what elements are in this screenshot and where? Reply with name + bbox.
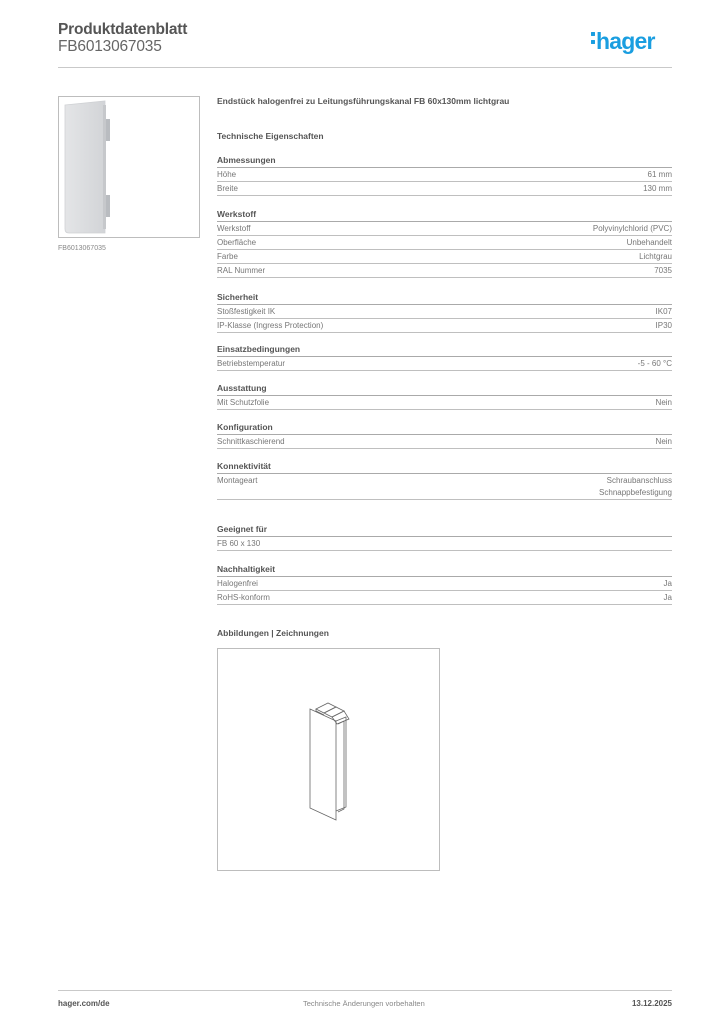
website-link[interactable]: hager.com/de bbox=[58, 999, 110, 1008]
table-row bbox=[217, 168, 672, 182]
table-row bbox=[217, 319, 672, 333]
table-row bbox=[217, 396, 672, 410]
product-description: Endstück halogenfrei zu Leitungsführungskanal FB 60x130mm lichtgrau bbox=[217, 96, 510, 106]
row-value: 130 mm bbox=[643, 184, 672, 193]
row-value: Ja bbox=[663, 579, 672, 588]
section-geeignet-fuer bbox=[217, 524, 672, 551]
section-title: Konnektivität bbox=[217, 461, 672, 474]
section-abmessungen bbox=[217, 155, 672, 196]
section-title: Einsatzbedingungen bbox=[217, 344, 672, 357]
row-value: Nein bbox=[655, 398, 672, 407]
row-value: Nein bbox=[655, 437, 672, 446]
table-row bbox=[217, 537, 672, 551]
hager-logo bbox=[591, 28, 655, 55]
section-einsatzbedingungen bbox=[217, 344, 672, 371]
technical-drawing bbox=[217, 648, 440, 871]
row-value-line: Schraubanschluss bbox=[606, 476, 672, 485]
row-label: Werkstoff bbox=[217, 224, 251, 233]
row-value: Unbehandelt bbox=[626, 238, 672, 247]
section-title: Konfiguration bbox=[217, 422, 672, 435]
logo-text: hager bbox=[596, 28, 655, 54]
row-value: Polyvinylchlorid (PVC) bbox=[592, 224, 672, 233]
table-row bbox=[217, 435, 672, 449]
table-row bbox=[217, 305, 672, 319]
row-label: RoHS-konform bbox=[217, 593, 270, 602]
footer-notice: Technische Änderungen vorbehalten bbox=[303, 999, 425, 1008]
row-label: Höhe bbox=[217, 170, 237, 179]
row-value: 7035 bbox=[654, 266, 672, 275]
row-value bbox=[599, 475, 672, 499]
section-title: Nachhaltigkeit bbox=[217, 564, 672, 577]
row-label: FB 60 x 130 bbox=[217, 539, 261, 548]
table-row bbox=[217, 577, 672, 591]
row-label: Stoßfestigkeit IK bbox=[217, 307, 276, 316]
drawings-heading: Abbildungen | Zeichnungen bbox=[217, 628, 329, 638]
end-cap-drawing-icon bbox=[218, 649, 439, 870]
footer-divider bbox=[58, 990, 672, 991]
section-ausstattung bbox=[217, 383, 672, 410]
document-title: Produktdatenblatt bbox=[58, 21, 188, 38]
table-row bbox=[217, 182, 672, 196]
section-title: Sicherheit bbox=[217, 292, 672, 305]
row-label: Betriebstemperatur bbox=[217, 359, 286, 368]
row-label: IP-Klasse (Ingress Protection) bbox=[217, 321, 324, 330]
technical-properties-heading: Technische Eigenschaften bbox=[217, 131, 324, 141]
section-sicherheit bbox=[217, 292, 672, 333]
row-label: Breite bbox=[217, 184, 238, 193]
table-row bbox=[217, 250, 672, 264]
footer-date: 13.12.2025 bbox=[631, 999, 672, 1008]
section-title: Werkstoff bbox=[217, 209, 672, 222]
section-title: Abmessungen bbox=[217, 155, 672, 168]
article-number: FB6013067035 bbox=[58, 38, 162, 55]
table-row bbox=[217, 357, 672, 371]
section-konnektivitaet bbox=[217, 461, 672, 500]
row-value: IP30 bbox=[655, 321, 672, 330]
header-divider bbox=[58, 67, 672, 68]
row-value: IK07 bbox=[655, 307, 672, 316]
row-label: Montageart bbox=[217, 476, 258, 485]
section-title: Geeignet für bbox=[217, 524, 672, 537]
row-label: Farbe bbox=[217, 252, 238, 261]
section-konfiguration bbox=[217, 422, 672, 449]
row-label: Oberfläche bbox=[217, 238, 257, 247]
table-row bbox=[217, 474, 672, 500]
row-value: Lichtgrau bbox=[639, 252, 672, 261]
thumbnail-caption: FB6013067035 bbox=[58, 245, 106, 252]
section-title: Ausstattung bbox=[217, 383, 672, 396]
table-row bbox=[217, 236, 672, 250]
table-row bbox=[217, 222, 672, 236]
product-image bbox=[58, 96, 200, 238]
row-value: 61 mm bbox=[647, 170, 672, 179]
row-value-line: Schnappbefestigung bbox=[599, 488, 672, 497]
row-label: Mit Schutzfolie bbox=[217, 398, 270, 407]
section-werkstoff bbox=[217, 209, 672, 278]
row-value: Ja bbox=[663, 593, 672, 602]
row-value: -5 - 60 °C bbox=[637, 359, 672, 368]
row-label: Schnittkaschierend bbox=[217, 437, 285, 446]
row-label: RAL Nummer bbox=[217, 266, 266, 275]
table-row bbox=[217, 591, 672, 605]
table-row bbox=[217, 264, 672, 278]
section-nachhaltigkeit bbox=[217, 564, 672, 605]
product-photo-icon bbox=[59, 97, 199, 237]
logo-colon-icon bbox=[591, 28, 596, 47]
row-label: Halogenfrei bbox=[217, 579, 258, 588]
